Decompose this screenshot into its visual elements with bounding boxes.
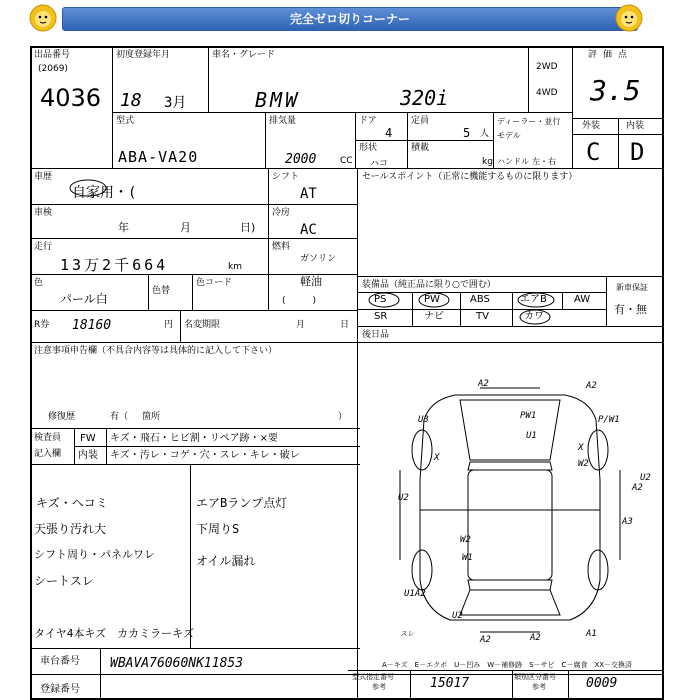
handle-label: ハンドル bbox=[497, 157, 529, 166]
repair-end: 箇所 bbox=[142, 412, 161, 422]
score-value: 3.5 bbox=[590, 74, 641, 107]
inspector-label: 検査員 bbox=[34, 433, 62, 443]
diagram-mark: P/W1 bbox=[598, 415, 620, 425]
color-label: 色 bbox=[34, 278, 44, 288]
diagram-mark: W1 bbox=[462, 553, 473, 563]
equip-navi: ナビ bbox=[424, 311, 444, 322]
recycle-label: R券 bbox=[34, 320, 50, 330]
history-value: 自家用・( bbox=[72, 185, 137, 201]
drive-2wd: 2WD bbox=[536, 62, 558, 72]
exterior-label: 外装 bbox=[582, 121, 601, 131]
diagram-mark: W2 bbox=[578, 459, 589, 469]
equip-pw: PW bbox=[424, 294, 440, 305]
diagram-mark: A2 bbox=[480, 635, 491, 645]
inspection-month: 月 bbox=[180, 221, 191, 234]
handle-value: 左・右 bbox=[532, 157, 556, 166]
warranty-value: 有・無 bbox=[614, 303, 647, 316]
legend: A－キズ E－エクボ U－凹み W－補修跡 S－サビ C－腐食 XX－交換済 bbox=[382, 661, 633, 669]
equipment-label: 装備品（純正品に限り○で囲む） bbox=[362, 280, 496, 290]
car-model: 320i bbox=[400, 86, 449, 110]
diagram-mark: U2 bbox=[640, 473, 651, 483]
designation-ref: 参考 bbox=[372, 683, 386, 691]
class-label: 類別区分番号 bbox=[514, 673, 556, 681]
note-left-4: シートスレ bbox=[34, 574, 94, 588]
load-unit: kg bbox=[482, 157, 493, 167]
fuel-paren: ( ) bbox=[282, 296, 317, 306]
model-code-value: ABA-VA20 bbox=[118, 148, 199, 166]
load-label: 積載 bbox=[411, 143, 430, 153]
score-label: 評価点 bbox=[588, 50, 634, 60]
back-seat-label: 後日品 bbox=[362, 330, 390, 340]
chassis-value: WBAVA76060NK11853 bbox=[110, 656, 244, 671]
registration-year: 18 bbox=[120, 90, 142, 111]
doors-value: 4 bbox=[385, 126, 393, 140]
aircon-label: 冷房 bbox=[272, 208, 291, 218]
fuel-diesel: 軽油 bbox=[300, 275, 322, 288]
diagram-mark: U3 bbox=[418, 415, 429, 425]
designation-label: 型式指定番号 bbox=[352, 673, 394, 681]
equip-ps: PS bbox=[374, 294, 387, 305]
diagram-mark: A2 bbox=[586, 381, 597, 391]
lion-mascot-icon bbox=[28, 3, 58, 33]
note-right-1: エアBランプ点灯 bbox=[196, 496, 288, 510]
repair-close: ） bbox=[338, 412, 348, 422]
equip-leather: カワ bbox=[524, 311, 544, 322]
aircon-value: AC bbox=[300, 222, 317, 238]
doors-label: ドア bbox=[359, 116, 377, 126]
note-left-5: タイヤ4本キズ カカミラーキズ bbox=[34, 627, 194, 640]
car-diagram bbox=[360, 350, 660, 650]
dealer-model-label: モデル bbox=[497, 131, 521, 140]
capacity-unit: 人 bbox=[480, 129, 490, 139]
equip-aw: AW bbox=[574, 294, 591, 305]
car-make: BMW bbox=[255, 88, 301, 112]
recycle-value: 18160 bbox=[72, 318, 112, 333]
fuel-label: 燃料 bbox=[272, 242, 291, 252]
diagram-mark: A1 bbox=[586, 629, 597, 639]
diagram-mark: U2 bbox=[452, 611, 463, 621]
diagram-mark: W2 bbox=[460, 535, 471, 545]
repair-label: 修復歴 bbox=[48, 412, 76, 422]
notice-label: 注意事項申告欄（不具合内容等は具体的に記入して下さい） bbox=[34, 346, 278, 356]
diagram-mark: U1A2 bbox=[404, 589, 426, 599]
interior-label: 内装 bbox=[626, 121, 645, 131]
note-right-3: オイル漏れ bbox=[196, 554, 256, 568]
repair-value: 有（ bbox=[110, 412, 129, 422]
lion-mascot-icon bbox=[614, 3, 644, 33]
mileage-value: 13万2千664 bbox=[60, 256, 169, 274]
drive-4wd: 4WD bbox=[536, 88, 558, 98]
note-left-1: キズ・ヘコミ bbox=[36, 496, 108, 510]
color-change-label: 色替 bbox=[152, 286, 171, 296]
designation-value: 15017 bbox=[430, 676, 470, 691]
interior-lead: 内装 bbox=[78, 450, 98, 461]
interior-value: D bbox=[630, 138, 645, 166]
color-code-label: 色コード bbox=[196, 278, 233, 288]
note-right-2: 下周りS bbox=[196, 522, 240, 536]
diagram-mark: X bbox=[434, 453, 440, 463]
dealer-label: ディーラー・並行 bbox=[497, 117, 561, 126]
class-value: 0009 bbox=[586, 676, 618, 691]
diagram-mark: A3 bbox=[622, 517, 633, 527]
capacity-label: 定員 bbox=[411, 116, 430, 126]
exterior-value: C bbox=[586, 138, 601, 166]
equip-sr: SR bbox=[374, 311, 388, 322]
page-title: 完全ゼロ切りコーナー bbox=[62, 7, 638, 31]
diagram-mark: U2 bbox=[398, 493, 409, 503]
registration-label: 初度登録年月 bbox=[116, 50, 171, 60]
inspection-day: 日) bbox=[240, 221, 256, 234]
note-left-2: 天張り汚れ大 bbox=[34, 522, 107, 536]
registration-month: 3月 bbox=[164, 95, 187, 111]
equip-abs: ABS bbox=[470, 294, 490, 305]
capacity-value: 5 bbox=[463, 126, 471, 140]
lot-label: 出品番号 bbox=[34, 50, 71, 60]
warranty-label: 新車保証 bbox=[616, 283, 648, 292]
class-ref: 参考 bbox=[532, 683, 546, 691]
interior-options: キズ・汚レ・コゲ・穴・スレ・キレ・破レ bbox=[110, 450, 300, 461]
note-left-3: シフト周り・パネルワレ bbox=[34, 548, 155, 561]
lot-sub: (2069) bbox=[38, 64, 68, 74]
inspection-year: 年 bbox=[118, 221, 129, 234]
displacement-value: 2000 bbox=[285, 152, 317, 167]
diagram-mark: U1 bbox=[526, 431, 537, 441]
name-change-month: 月 bbox=[296, 320, 306, 330]
history-label: 車歴 bbox=[34, 172, 53, 182]
fw-lead: FW bbox=[80, 433, 96, 444]
lot-number: 4036 bbox=[40, 84, 102, 112]
shape-value: ハコ bbox=[370, 159, 389, 169]
displacement-label: 排気量 bbox=[269, 116, 297, 126]
shape-label: 形状 bbox=[359, 143, 378, 153]
plate-label: 登録番号 bbox=[40, 684, 80, 695]
name-change-day: 日 bbox=[340, 320, 350, 330]
diagram-mark: X bbox=[578, 443, 584, 453]
chassis-label: 車台番号 bbox=[40, 656, 80, 667]
shift-label: シフト bbox=[272, 172, 300, 182]
car-name-label: 車名・グレード bbox=[212, 50, 276, 60]
name-change-label: 名変期限 bbox=[184, 320, 221, 330]
recycle-unit: 円 bbox=[164, 320, 174, 330]
inspector-sub: 記入欄 bbox=[34, 449, 62, 459]
displacement-unit: CC bbox=[340, 156, 353, 166]
mileage-unit: km bbox=[228, 262, 242, 272]
diagram-mark: スレ bbox=[400, 630, 414, 638]
mileage-label: 走行 bbox=[34, 242, 53, 252]
diagram-mark: A2 bbox=[632, 483, 643, 493]
diagram-mark: A2 bbox=[478, 379, 489, 389]
inspection-label: 車検 bbox=[34, 208, 53, 218]
fw-options: キズ・飛石・ヒビ割・リペア跡・×要 bbox=[110, 433, 278, 444]
equip-tv: TV bbox=[476, 311, 489, 322]
equip-airbag: エアB bbox=[520, 294, 547, 305]
color-value: パール白 bbox=[60, 292, 108, 306]
fuel-gas: ガソリン bbox=[300, 254, 337, 264]
diagram-mark: A2 bbox=[530, 633, 541, 643]
model-code-label: 型式 bbox=[116, 116, 135, 126]
diagram-mark: PW1 bbox=[520, 411, 537, 421]
shift-value: AT bbox=[300, 186, 317, 202]
sales-point-label: セールスポイント（正常に機能するものに限ります） bbox=[362, 172, 578, 182]
